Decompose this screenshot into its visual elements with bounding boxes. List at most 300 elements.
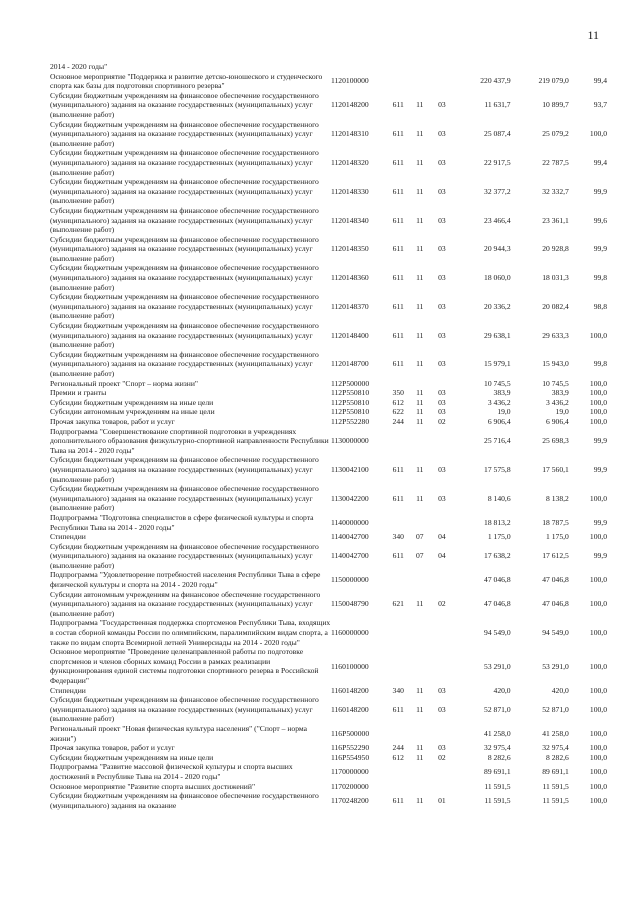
expense-type: 340 [392,685,404,695]
target-code: 1150000000 [331,575,369,585]
target-code: 112P550810 [331,397,370,407]
page-number: 11 [587,28,599,42]
expense-type: 611 [392,157,404,167]
planned-amount: 11 631,7 [484,100,511,110]
subsection [430,72,453,91]
execution-percent: 100,0 [589,685,607,695]
row-name: Субсидии автономным учреждениям на иные цели [50,407,215,417]
planned-amount: 18 813,2 [484,517,511,527]
execution-percent: 99,8 [593,359,607,369]
row-name: Субсидии бюджетным учреждениям на финансовое обеспечение государственного (муниципального) задания на оказание государственных (муниципальных) услуг (выполнение работ) [50,263,319,292]
table-row [50,695,607,724]
planned-amount: 15 979,1 [484,359,511,369]
row-name: Субсидии бюджетным учреждениям на финансовое обеспечение государственного (муниципального) задания на оказание государственных (муниципальных) услуг (выполнение работ) [50,321,319,350]
execution-percent: 99,6 [593,215,607,225]
section: 11 [416,186,424,196]
target-code: 1120148200 [331,100,369,110]
target-code: 1120148310 [331,129,369,139]
execution-percent: 99,9 [593,517,607,527]
execution-percent: 100,0 [589,493,607,503]
planned-amount: 89 691,1 [484,767,511,777]
planned-amount: 8 282,6 [487,752,511,762]
section: 11 [416,685,424,695]
target-code: 1120148360 [331,273,369,283]
expense-type: 611 [392,129,404,139]
target-code: 112P550810 [331,388,370,398]
table-row [50,542,607,571]
planned-amount: 22 917,5 [484,157,511,167]
subsection: 04 [438,532,446,542]
execution-percent: 100,0 [589,767,607,777]
target-code: 1160148200 [331,685,369,695]
subsection: 03 [438,273,446,283]
expense-type: 611 [392,330,404,340]
execution-percent: 100,0 [589,330,607,340]
table-row [50,62,607,72]
executed-amount: 15 943,0 [542,359,569,369]
section: 11 [416,157,424,167]
planned-amount: 29 638,1 [484,330,511,340]
execution-percent: 99,4 [593,157,607,167]
expense-type [387,427,409,456]
table-row [50,263,607,292]
row-name: Подпрограмма "Подготовка специалистов в сфере физической культуры и спорта Республики Тыва на 2014 - 2020 годы" [50,512,314,532]
section: 11 [416,273,424,283]
planned-amount: 3 436,2 [487,397,511,407]
subsection [430,570,453,589]
expense-type: 611 [392,704,404,714]
target-code: 1120100000 [331,76,369,86]
row-name: Субсидии бюджетным учреждениям на финансовое обеспечение государственного (муниципального) задания на оказание государственных (муниципальных) услуг (выполнение работ) [50,455,319,484]
target-code: 1130042100 [331,464,369,474]
row-name: Основное мероприятие "Проведение целенаправленной работы по подготовке спортсменов и членов сборных команд России в рамках реализации функционирования единой системы подготовки спортивного резерва в Российской Федерации" [50,647,319,685]
execution-percent: 100,0 [589,388,607,398]
planned-amount: 53 291,0 [484,661,511,671]
table-row [50,570,607,589]
row-name: Основное мероприятие "Поддержка и развитие детско-юношеского и студенческого спорта как базы для подготовки спортивного резерва" [50,71,323,91]
expense-type: 611 [392,244,404,254]
subsection: 03 [438,407,446,417]
table-row [50,762,607,781]
section: 11 [416,330,424,340]
planned-amount: 11 591,5 [484,781,511,791]
row-name: Субсидии автономным учреждениям на финансовое обеспечение государственного (муниципального) задания на оказание государственных (муниципальных) услуг (выполнение работ) [50,589,321,618]
table-row [50,379,607,389]
section: 11 [416,493,424,503]
subsection: 03 [438,743,446,753]
subsection: 03 [438,493,446,503]
executed-amount: 20 082,4 [542,301,569,311]
section [409,72,430,91]
execution-percent: 98,8 [593,301,607,311]
planned-amount: 220 437,9 [480,76,511,86]
target-code: 112P500000 [331,378,370,388]
executed-amount [511,62,569,72]
section: 11 [416,388,424,398]
table-row [50,455,607,484]
executed-amount: 53 291,0 [542,661,569,671]
row-name: Субсидии бюджетным учреждениям на финансовое обеспечение государственного (муниципального) задания на оказание государственных (муниципальных) услуг (выполнение работ) [50,177,319,206]
expense-type: 611 [392,100,404,110]
subsection [430,647,453,685]
expense-type [387,782,409,792]
planned-amount: 41 258,0 [484,728,511,738]
table-row [50,791,607,810]
subsection: 03 [438,388,446,398]
section [409,379,430,389]
executed-amount: 8 282,6 [546,752,569,762]
execution-percent: 100,0 [589,743,607,753]
planned-amount: 32 975,4 [484,743,511,753]
target-code: 1150048790 [331,599,369,609]
section: 11 [416,359,424,369]
target-code [331,62,387,72]
execution-percent [569,62,607,72]
planned-amount: 6 906,4 [487,416,511,426]
executed-amount: 1 175,0 [546,532,569,542]
table-row [50,148,607,177]
row-name: Субсидии бюджетным учреждениям на финансовое обеспечение государственного (муниципального) задания на оказание государственных (муниципальных) услуг (выполнение работ) [50,541,319,570]
row-name: Субсидии бюджетным учреждениям на иные цели [50,397,214,407]
executed-amount: 6 906,4 [546,416,569,426]
subsection: 03 [438,215,446,225]
table-row [50,388,607,398]
row-name: Субсидии бюджетным учреждениям на финансовое обеспечение государственного (муниципального) задания на оказание государственных (муниципальных) услуг (выполнение работ) [50,148,319,177]
section: 11 [416,100,424,110]
section [409,647,430,685]
executed-amount: 17 612,5 [542,551,569,561]
planned-amount: 25 087,4 [484,129,511,139]
expense-type: 611 [392,464,404,474]
row-name: Подпрограмма "Государственная поддержка спортсменов Республики Тыва, входящих в состав сборной команды России по олимпийским, паралимпийским видам спорта, а также по видам спорта Всемирной летней Универсиады на 2014 - 2020 годы" [50,618,331,647]
planned-amount: 11 591,5 [484,795,511,805]
row-name: Субсидии бюджетным учреждениям на иные цели [50,752,214,762]
planned-amount: 47 046,8 [484,575,511,585]
budget-table [50,62,607,810]
executed-amount: 20 928,8 [542,244,569,254]
target-code: 1120148340 [331,215,369,225]
section: 11 [416,244,424,254]
row-name: Основное мероприятие "Развитие спорта высших достижений" [50,781,256,791]
subsection: 03 [438,359,446,369]
execution-percent: 100,0 [589,416,607,426]
table-row [50,753,607,763]
section: 11 [416,301,424,311]
table-row [50,782,607,792]
row-name: Субсидии бюджетным учреждениям на финансовое обеспечение государственного (муниципального) задания на оказание государственных (муниципальных) услуг (выполнение работ) [50,205,319,235]
section: 11 [416,795,424,805]
subsection [430,62,453,72]
executed-amount: 47 046,8 [542,599,569,609]
table-row [50,686,607,696]
section: 11 [416,704,424,714]
row-name: Подпрограмма "Совершенствование спортивной подготовки в учреждениях дополнительного образования физкультурно-спортивной направленности Республики Тыва на 2014 - 2020 годы" [50,426,329,455]
table-row [50,743,607,753]
section: 11 [416,464,424,474]
target-code: 1120148700 [331,359,369,369]
executed-amount: 25 698,3 [542,436,569,446]
table-row [50,177,607,206]
subsection [430,724,453,743]
expense-type: 611 [392,186,404,196]
execution-percent: 100,0 [589,397,607,407]
subsection: 01 [438,795,446,805]
subsection: 03 [438,100,446,110]
table-row [50,72,607,91]
subsection: 02 [438,752,446,762]
row-name: Субсидии бюджетным учреждениям на финансовое обеспечение государственного (муниципального) задания на оказание государственных (муниципальных) услуг (выполнение работ) [50,234,319,263]
execution-percent: 99,9 [593,244,607,254]
subsection: 03 [438,129,446,139]
execution-percent: 100,0 [589,728,607,738]
executed-amount: 52 871,0 [542,704,569,714]
execution-percent: 100,0 [589,661,607,671]
executed-amount: 17 560,1 [542,464,569,474]
section: 11 [416,743,424,753]
target-code: 116P554950 [331,752,370,762]
target-code: 1170000000 [331,767,369,777]
target-code: 1120148400 [331,330,369,340]
subsection: 03 [438,464,446,474]
planned-amount: 8 140,6 [487,493,511,503]
expense-type [387,647,409,685]
execution-percent: 100,0 [589,407,607,417]
section [409,618,430,647]
planned-amount: 52 871,0 [484,704,511,714]
expense-type: 611 [392,273,404,283]
table-row [50,484,607,513]
table-row [50,417,607,427]
target-code: 1140042700 [331,551,369,561]
executed-amount: 19,0 [555,407,569,417]
planned-amount: 23 466,4 [484,215,511,225]
target-code: 1120148330 [331,186,369,196]
table-row [50,618,607,647]
section [409,782,430,792]
planned-amount: 17 638,2 [484,551,511,561]
planned-amount: 17 575,8 [484,464,511,474]
execution-percent: 93,7 [593,100,607,110]
target-code: 1120148320 [331,157,369,167]
row-name: Субсидии бюджетным учреждениям на финансовое обеспечение государственного (муниципального) задания на оказание государственных (муниципальных) услуг (выполнение работ) [50,292,319,321]
target-code: 1170200000 [331,781,369,791]
expense-type [387,62,409,72]
subsection: 03 [438,157,446,167]
executed-amount: 18 031,3 [542,273,569,283]
table-row [50,532,607,542]
section [409,62,430,72]
target-code: 112P550810 [331,407,370,417]
section: 11 [416,397,424,407]
planned-amount: 383,9 [493,388,511,398]
execution-percent: 99,9 [593,464,607,474]
execution-percent: 100,0 [589,129,607,139]
row-name: Региональный проект "Спорт – норма жизни" [50,378,199,388]
expense-type [387,513,409,532]
subsection [430,379,453,389]
section: 11 [416,416,424,426]
planned-amount: 20 336,2 [484,301,511,311]
planned-amount: 32 377,2 [484,186,511,196]
row-name: Прочая закупка товаров, работ и услуг [50,743,175,753]
planned-amount: 420,0 [493,685,511,695]
target-code: 1130000000 [331,436,369,446]
expense-type: 611 [392,215,404,225]
subsection [430,782,453,792]
section [409,724,430,743]
planned-amount: 1 175,0 [487,532,511,542]
executed-amount: 22 787,5 [542,157,569,167]
execution-percent: 99,8 [593,273,607,283]
target-code: 1160100000 [331,661,369,671]
target-code: 1140042700 [331,532,369,542]
executed-amount: 18 787,5 [542,517,569,527]
section [409,513,430,532]
row-name: Стипендии [50,685,86,695]
subsection: 02 [438,599,446,609]
subsection: 03 [438,186,446,196]
expense-type: 244 [392,416,404,426]
subsection: 03 [438,244,446,254]
section: 11 [416,752,424,762]
planned-amount: 10 745,5 [484,378,511,388]
target-code: 1120148370 [331,301,369,311]
executed-amount: 219 079,0 [538,76,569,86]
expense-type: 622 [392,407,404,417]
section: 07 [416,551,424,561]
subsection: 03 [438,685,446,695]
execution-percent: 100,0 [589,628,607,638]
expense-type: 350 [392,388,404,398]
executed-amount: 420,0 [551,685,569,695]
expense-type [387,72,409,91]
section: 11 [416,599,424,609]
planned-amount [453,62,510,72]
row-name: Субсидии бюджетным учреждениям на финансовое обеспечение государственного (муниципального) задания на оказание [50,791,319,810]
section: 11 [416,407,424,417]
planned-amount: 47 046,8 [484,599,511,609]
executed-amount: 41 258,0 [542,728,569,738]
row-name: Субсидии бюджетным учреждениям на финансовое обеспечение государственного (муниципального) задания на оказание государственных (муниципальных) услуг (выполнение работ) [50,119,319,148]
table-row [50,235,607,264]
section [409,427,430,456]
execution-percent: 99,9 [593,551,607,561]
subsection: 02 [438,416,446,426]
expense-type: 340 [392,532,404,542]
expense-type: 612 [392,752,404,762]
section: 11 [416,215,424,225]
subsection [430,513,453,532]
target-code: 1160000000 [331,628,369,638]
executed-amount: 11 591,5 [542,795,569,805]
planned-amount: 18 060,0 [484,273,511,283]
execution-percent: 100,0 [589,532,607,542]
target-code: 116P552290 [331,743,370,753]
row-name: Региональный проект "Новая физическая культура населения" ("Спорт – норма жизни") [50,723,308,743]
executed-amount: 3 436,2 [546,397,569,407]
executed-amount: 47 046,8 [542,575,569,585]
target-code: 112P552280 [331,416,370,426]
table-row [50,398,607,408]
target-code: 1140000000 [331,517,369,527]
subsection [430,427,453,456]
expense-type: 611 [392,795,404,805]
executed-amount: 8 138,2 [546,493,569,503]
expense-type [387,724,409,743]
executed-amount: 383,9 [551,388,569,398]
row-name: Стипендии [50,532,86,542]
planned-amount: 19,0 [497,407,511,417]
executed-amount: 32 975,4 [542,743,569,753]
table-row [50,647,607,685]
expense-type [387,762,409,781]
execution-percent: 99,9 [593,186,607,196]
row-name: Премии и гранты [50,388,107,398]
row-name: Субсидии бюджетным учреждениям на финансовое обеспечение государственного (муниципального) задания на оказание государственных (муниципальных) услуг (выполнение работ) [50,695,319,724]
expense-type [387,618,409,647]
section [409,762,430,781]
executed-amount: 10 745,5 [542,378,569,388]
executed-amount: 29 633,3 [542,330,569,340]
execution-percent: 99,9 [593,436,607,446]
table-row [50,513,607,532]
executed-amount: 32 332,7 [542,186,569,196]
expense-type: 611 [392,359,404,369]
executed-amount: 89 691,1 [542,767,569,777]
row-name: Субсидии бюджетным учреждениям на финансовое обеспечение государственного (муниципального) задания на оказание государственных (муниципальных) услуг (выполнение работ) [50,90,319,119]
target-code: 116P500000 [331,728,370,738]
execution-percent: 100,0 [589,752,607,762]
executed-amount: 10 899,7 [542,100,569,110]
execution-percent: 100,0 [589,795,607,805]
executed-amount: 23 361,1 [542,215,569,225]
planned-amount: 20 944,3 [484,244,511,254]
table-row [50,321,607,350]
table-row [50,206,607,235]
execution-percent: 100,0 [589,704,607,714]
table-row [50,120,607,149]
table-row [50,292,607,321]
expense-type: 621 [392,599,404,609]
row-name: 2014 - 2020 годы" [50,62,108,71]
target-code: 1160148200 [331,704,369,714]
row-name: Субсидии бюджетным учреждениям на финансовое обеспечение государственного (муниципального) задания на оказание государственных (муниципальных) услуг (выполнение работ) [50,484,319,513]
expense-type: 611 [392,551,404,561]
subsection: 03 [438,330,446,340]
expense-type [387,570,409,589]
execution-percent: 100,0 [589,575,607,585]
table-row [50,407,607,417]
execution-percent: 100,0 [589,378,607,388]
row-name: Прочая закупка товаров, работ и услуг [50,416,175,426]
row-name: Подпрограмма "Развитие массовой физической культуры и спорта высших достижений в Республике Тыва на 2014 - 2020 годы" [50,762,293,781]
subsection: 03 [438,704,446,714]
subsection: 03 [438,301,446,311]
table-row [50,427,607,456]
execution-percent: 100,0 [589,599,607,609]
executed-amount: 11 591,5 [542,781,569,791]
subsection: 04 [438,551,446,561]
execution-percent: 100,0 [589,781,607,791]
subsection [430,618,453,647]
expense-type: 612 [392,397,404,407]
subsection [430,762,453,781]
row-name: Подпрограмма "Удовлетворение потребностей населения Республики Тыва в сфере физической культуры и спорта на 2014 - 2020 годы" [50,570,321,590]
expense-type: 611 [392,493,404,503]
expense-type [387,379,409,389]
expense-type: 244 [392,743,404,753]
table-row [50,724,607,743]
